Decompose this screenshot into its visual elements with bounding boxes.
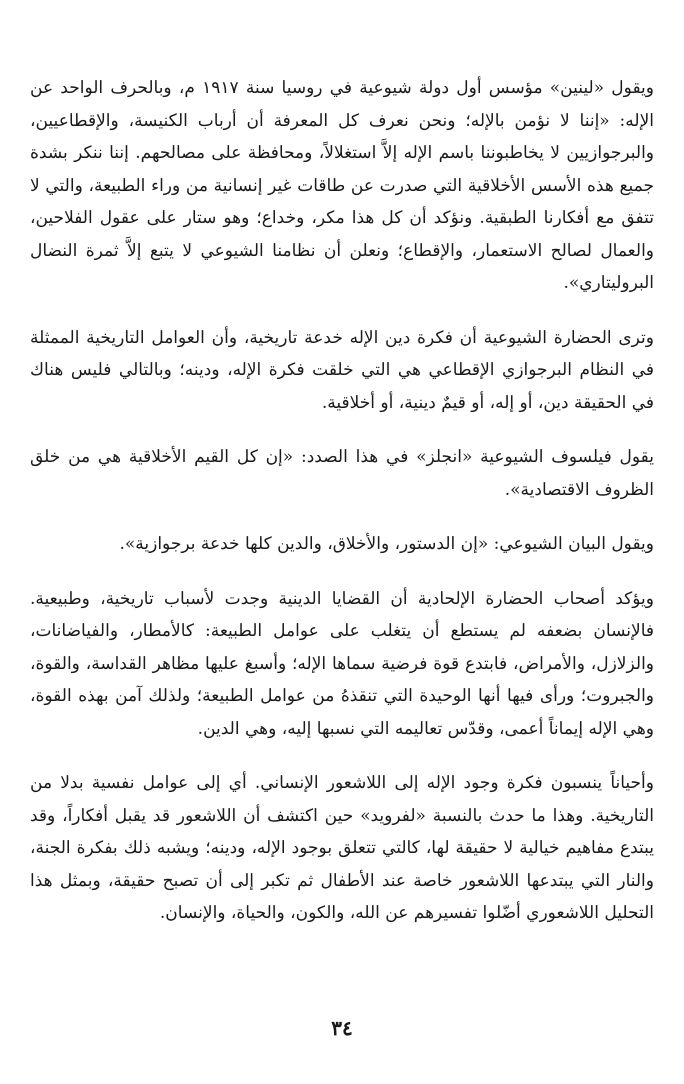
paragraph-communist-civilization: وترى الحضارة الشيوعية أن فكرة دين الإله خدعة تاريخية، وأن العوامل التاريخية الممثلة في النظام البرجوازي الإقطاعي هي التي خلقت فكرة الإله، ودينه؛ وبالتالي فليس هناك في الحقيقة دين، أو إله، أو قيمٌ دينية، أو أخلاقية. bbox=[30, 327, 654, 413]
paragraph-freud-unconscious: وأحياناً ينسبون فكرة وجود الإله إلى اللاشعور الإنساني. أي إلى عوامل نفسية بدلا من التاريخية. وهذا ما حدث بالنسبة «لفرويد» حين اكتشف أن اللاشعور قد يقبل أفكاراً، وقد يبتدع مفاهيم خيالية لا حقيقة لها، كالتي تتعلق بوجود الإله، ودينه؛ ويشبه ذلك بفكرة الجنة، والنار التي يبتدعها اللاشعور خاصة عند الأطفال ثم تكبر إلى أن تصبح حقيقة، وبمثل هذا التحليل اللاشعوري أضّلوا تفسيرهم عن الله، والكون، والحياة، والإنسان. bbox=[30, 773, 654, 923]
paragraph-engels-quote: يقول فيلسوف الشيوعية «انجلز» في هذا الصدد: «إن كل القيم الأخلاقية هي من خلق الظروف الاقتصادية». bbox=[30, 447, 654, 500]
paragraph-atheist-civilization: ويؤكد أصحاب الحضارة الإلحادية أن القضايا الدينية وجدت لأسباب تاريخية، وطبيعية. فالإنسان بضعفه لم يستطع أن يتغلب على عوامل الطبيعة: كالأمطار، والفياضانات، والزلازل، والأمراض، فابتدع قوة فرضية سماها الإله؛ وأسبغ عليها مظاهر القداسة، والقوة، والجبروت؛ ورأى فيها أنها الوحيدة التي تنقذهُ من عوامل الطبيعة؛ ولذلك آمن بهذه القوة، وهي الإله إيماناً أعمى، وقدّس تعاليمه التي نسبها إليه، وهي الدين. bbox=[30, 588, 654, 739]
page-number: ٣٤ bbox=[331, 1016, 353, 1040]
page-body bbox=[30, 72, 654, 952]
paragraph-communist-manifesto: ويقول البيان الشيوعي: «إن الدستور، والأخلاق، والدين كلها خدعة برجوازية». bbox=[119, 534, 654, 554]
paragraph-lenin-quote: ويقول «لينين» مؤسس أول دولة شيوعية في روسيا سنة ١٩١٧ م، وبالحرف الواحد عن الإله: «إننا لا نؤمن بالإله؛ ونحن نعرف كل المعرفة أن أرباب الكنيسة، والإقطاعيين، والبرجوازيين لا يخاطبوننا باسم الإله إلاَّ استغلالاً، ومحافظة على مصالحهم. إننا ننكر بشدة جميع هذه الأسس الأخلاقية التي صدرت عن طاقات غير إنسانية من وراء الطبيعة، والتي لا تتفق مع أفكارنا الطبقية. ونؤكد أن كل هذا مكر، وخداع؛ وهو ستار على عقول الفلاحين، والعمال لصالح الاستعمار، والإقطاع؛ ونعلن أن نظامنا الشيوعي لا يتبع إلاَّ ثمرة النضال البروليتاري». bbox=[30, 78, 654, 293]
